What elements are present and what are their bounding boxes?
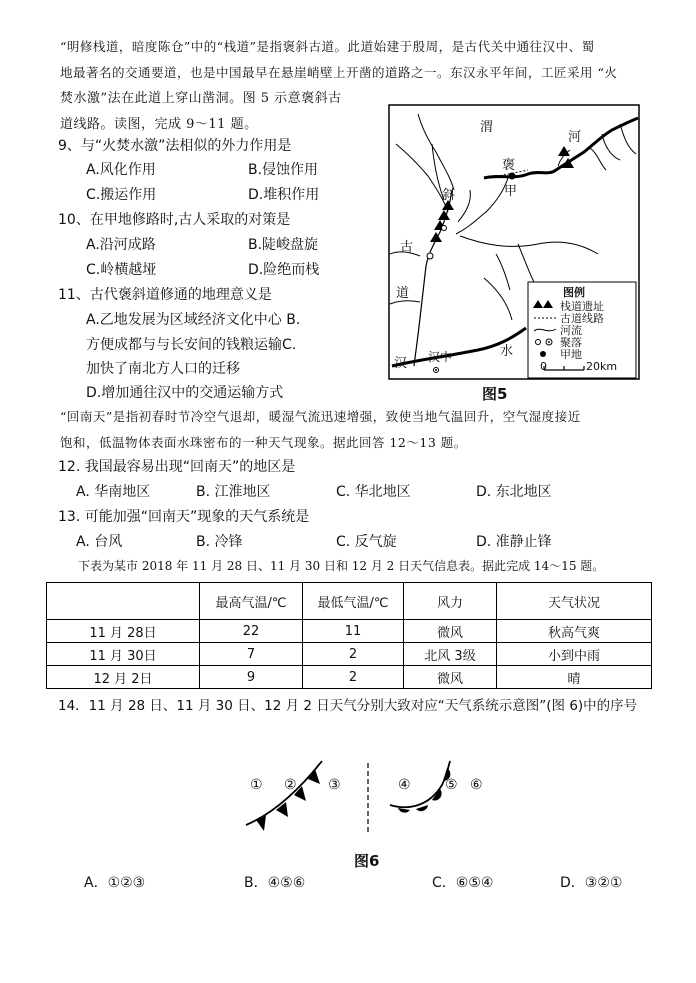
table-cell: 22 (200, 620, 303, 643)
map-label-wei: 渭 (480, 120, 494, 135)
settlement-point (427, 253, 433, 259)
settlement-point (442, 226, 447, 231)
mark-6: ⑥ (470, 777, 483, 793)
question-14-stem: 14．11 月 28 日、11 月 30 日、12 月 2 日天气分别大致对应“天气系统示意图”(图 6)中的序号 (58, 698, 638, 714)
legend-item: 甲地 (560, 348, 582, 361)
table-header: 最低气温/℃ (303, 583, 404, 620)
question-13-stem: 13. 可能加强“回南天”现象的天气系统是 (58, 509, 310, 525)
table-row (47, 620, 652, 643)
passage-line: 地最著名的交通要道，也是中国最早在悬崖峭壁上开凿的道路之一。东汉永平年间，工匠采用 “火 (60, 65, 618, 80)
q13-option-c[interactable]: C. 反气旋 (336, 534, 397, 550)
legend-scale-zero: 0 (540, 360, 547, 373)
q9-option-d[interactable]: D.堆积作用 (248, 187, 320, 203)
map-label-shui: 水 (500, 344, 514, 359)
question-11-stem: 11、古代褒斜道修通的地理意义是 (58, 287, 272, 303)
q11-option-line[interactable]: A.乙地发展为区域经济文化中心 B. (86, 312, 301, 328)
table-header-row (47, 583, 652, 620)
q13-option-d[interactable]: D. 准静止锋 (476, 534, 552, 550)
map-label-hanzhong: 汉中 (428, 350, 453, 364)
table-header: 天气状况 (497, 583, 652, 620)
map-svg (388, 104, 640, 380)
passage-line: 焚水激”法在此道上穿山凿洞。图 5 示意褒斜古 (60, 91, 342, 106)
passage-line: “回南天”是指初春时节冷空气退却，暖湿气流迅速增强，致使当地气温回升，空气湿度接近 (60, 409, 581, 424)
table-cell: 小到中雨 (497, 643, 652, 666)
q9-option-c[interactable]: C.搬运作用 (86, 187, 157, 203)
table-cell: 12 月 2日 (47, 666, 200, 689)
map-label-gu: 古 (400, 240, 414, 255)
cold-front-line (246, 761, 322, 825)
warm-front-semicircle (398, 808, 410, 813)
table-cell: 11 月 28日 (47, 620, 200, 643)
q12-option-b[interactable]: B. 江淮地区 (196, 484, 271, 500)
legend-item: 古道线路 (560, 312, 604, 325)
question-12-stem: 12. 我国最容易出现“回南天”的地区是 (58, 459, 296, 475)
mark-1: ① (250, 777, 263, 793)
table-header (47, 583, 200, 620)
map-label-bao: 褒 (502, 158, 516, 173)
map-figure-5 (388, 104, 640, 380)
table-row (47, 643, 652, 666)
table-header: 风力 (404, 583, 497, 620)
q12-option-a[interactable]: A. 华南地区 (76, 484, 151, 500)
map-label-dao: 道 (396, 286, 410, 301)
table-cell: 11 月 30日 (47, 643, 200, 666)
passage-line: “明修栈道，暗度陈仓”中的“栈道”是指褒斜古道。此道始建于殷周，是古代关中通往汉中、蜀 (60, 39, 595, 54)
q14-option-c[interactable]: C．⑥⑤④ (432, 875, 494, 891)
mark-2: ② (284, 777, 297, 793)
table-cell: 微风 (404, 620, 497, 643)
q14-option-a[interactable]: A．①②③ (84, 875, 146, 891)
q12-option-d[interactable]: D. 东北地区 (476, 484, 552, 500)
legend-item: 河流 (560, 324, 582, 337)
weather-table (46, 582, 652, 689)
q10-option-c[interactable]: C.岭横越垭 (86, 262, 157, 278)
mark-5: ⑤ (445, 777, 458, 793)
q11-option-line[interactable]: D.增加通往汉中的交通运输方式 (86, 385, 284, 401)
question-10-stem: 10、在甲地修路时,古人采取的对策是 (58, 212, 291, 228)
legend-title: 图例 (563, 286, 585, 299)
map-label-han: 汉 (394, 356, 408, 371)
table-row (47, 666, 652, 689)
q10-option-a[interactable]: A.沿河成路 (86, 237, 156, 253)
table-header: 最高气温/℃ (200, 583, 303, 620)
q10-option-b[interactable]: B.陡峻盘旋 (248, 237, 319, 253)
question-9-stem: 9、与“火焚水激”法相似的外力作用是 (58, 138, 292, 154)
map-label-xie: 斜 (442, 188, 456, 203)
table-cell: 秋高气爽 (497, 620, 652, 643)
q14-option-b[interactable]: B．④⑤⑥ (244, 875, 306, 891)
q13-option-a[interactable]: A. 台风 (76, 534, 123, 550)
q9-option-a[interactable]: A.风化作用 (86, 162, 156, 178)
figure-6 (240, 755, 500, 835)
jia-point (509, 173, 516, 180)
table-cell: 2 (303, 666, 404, 689)
table-intro: 下表为某市 2018 年 11 月 28 日、11 月 30 日和 12 月 2 日天气信息表。据此完成 14～15 题。 (78, 559, 605, 573)
cold-front-triangle (276, 802, 288, 817)
cold-front-triangle (308, 769, 320, 784)
q10-option-d[interactable]: D.险绝而栈 (248, 262, 320, 278)
figure-5-caption: 图5 (482, 385, 508, 403)
table-cell: 9 (200, 666, 303, 689)
figure-6-caption: 图6 (354, 852, 380, 870)
q11-option-line[interactable]: 方便成都与与长安间的钱粮运输C. (86, 337, 297, 353)
map-label-jia: 甲 (504, 184, 518, 199)
fronts-svg (240, 755, 500, 835)
table-cell: 2 (303, 643, 404, 666)
legend-item: 聚落 (560, 336, 582, 349)
table-cell: 11 (303, 620, 404, 643)
q12-option-c[interactable]: C. 华北地区 (336, 484, 411, 500)
map-label-he: 河 (568, 130, 582, 145)
legend-scale-unit: 20km (586, 360, 618, 373)
q9-option-b[interactable]: B.侵蚀作用 (248, 162, 319, 178)
passage-line: 饱和，低温物体表面水珠密布的一种天气现象。据此回答 12～13 题。 (60, 435, 467, 450)
mark-4: ④ (398, 777, 411, 793)
legend-item: 栈道遗址 (560, 300, 604, 313)
table-cell: 微风 (404, 666, 497, 689)
passage-intro (60, 34, 680, 60)
mark-3: ③ (328, 777, 341, 793)
table-cell: 晴 (497, 666, 652, 689)
q13-option-b[interactable]: B. 冷锋 (196, 534, 243, 550)
passage-line: 道线路。读图，完成 9～11 题。 (60, 117, 258, 132)
table-cell: 北风 3级 (404, 643, 497, 666)
q11-option-line[interactable]: 加快了南北方人口的迁移 (86, 361, 240, 377)
passage-line-wrap (60, 60, 680, 86)
q14-option-d[interactable]: D．③②① (560, 875, 623, 891)
table-cell: 7 (200, 643, 303, 666)
